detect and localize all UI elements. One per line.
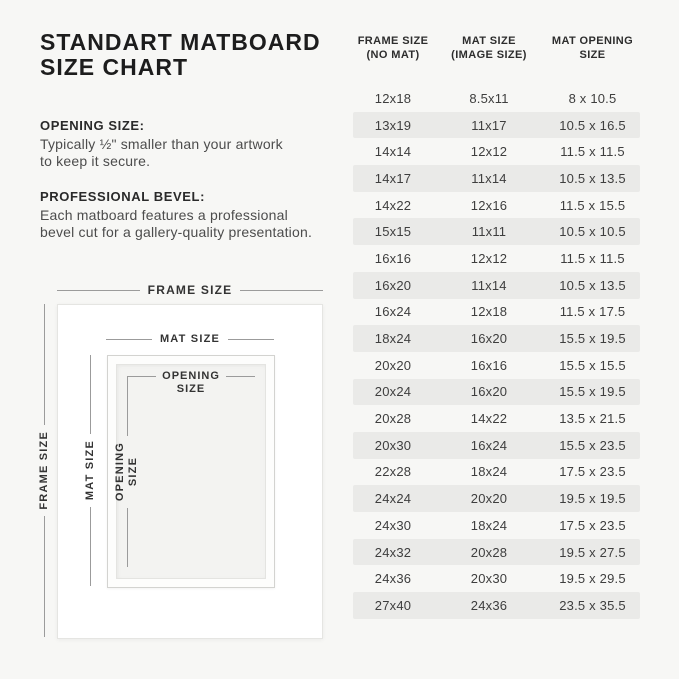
column-header-frame-size-line1: FRAME SIZE (357, 35, 429, 47)
column-header-mat-size-line2: (IMAGE SIZE) (451, 49, 527, 61)
rule-line (57, 290, 140, 291)
table-cell: 19.5 x 27.5 (559, 544, 626, 560)
table-cell: 8 x 10.5 (568, 90, 617, 106)
diagram-opening-size-label-text (162, 370, 220, 396)
table-row (353, 299, 640, 326)
table-row (353, 325, 640, 352)
table-cell: 16x20 (374, 277, 412, 293)
diagram-frame-size-label (57, 283, 323, 297)
page-title-line2: SIZE CHART (40, 54, 188, 80)
table-cell: 16x20 (470, 331, 508, 347)
size-table-rows (353, 85, 640, 619)
column-header-mat-size-line1: MAT SIZE (462, 35, 516, 47)
rule-line (226, 376, 255, 377)
table-cell: 8.5x11 (469, 90, 509, 106)
diagram-opening-size-vertical-label (111, 377, 143, 567)
table-cell: 14x14 (374, 144, 412, 160)
table-cell: 11.5 x 15.5 (559, 197, 626, 213)
table-cell: 14x22 (470, 411, 508, 427)
table-cell: 10.5 x 13.5 (559, 170, 626, 186)
opening-size-body (40, 136, 340, 170)
table-row (353, 379, 640, 406)
table-row (353, 272, 640, 299)
rule-line (90, 355, 91, 434)
table-cell: 11.5 x 17.5 (559, 304, 626, 320)
table-cell: 17.5 x 23.5 (559, 464, 626, 480)
table-cell: 20x24 (374, 384, 412, 400)
table-cell: 16x16 (470, 357, 508, 373)
table-cell: 20x28 (374, 411, 412, 427)
rule-line (90, 507, 91, 586)
table-cell: 27x40 (374, 597, 412, 613)
rule-line (127, 377, 128, 436)
diagram-opening-size-vertical-text (114, 442, 140, 501)
opening-label-line1: OPENING (162, 370, 220, 382)
table-cell: 12x18 (374, 90, 412, 106)
diagram-frame-size-vertical-label (36, 304, 52, 637)
table-cell: 13.5 x 21.5 (559, 411, 626, 427)
table-cell: 12x18 (470, 304, 508, 320)
table-row (353, 245, 640, 272)
table-cell: 24x32 (374, 544, 412, 560)
table-cell: 19.5 x 29.5 (559, 571, 626, 587)
table-cell: 15.5 x 19.5 (559, 384, 626, 400)
opening-size-heading: OPENING SIZE: (40, 118, 145, 133)
table-cell: 20x30 (470, 571, 508, 587)
table-cell: 20x20 (374, 357, 412, 373)
table-cell: 18x24 (374, 331, 412, 347)
column-header-mat-opening-line2: SIZE (579, 49, 606, 61)
table-cell: 11x17 (471, 117, 507, 133)
table-cell: 10.5 x 16.5 (559, 117, 626, 133)
table-cell: 16x16 (374, 250, 412, 266)
column-header-mat-size (433, 34, 545, 62)
table-cell: 10.5 x 10.5 (559, 224, 626, 240)
table-row (353, 85, 640, 112)
professional-bevel-body (40, 207, 340, 241)
rule-line (240, 290, 323, 291)
table-cell: 15x15 (374, 224, 412, 240)
table-cell: 15.5 x 15.5 (559, 357, 626, 373)
professional-bevel-section (40, 189, 340, 241)
table-row (353, 165, 640, 192)
professional-bevel-heading: PROFESSIONAL BEVEL: (40, 189, 206, 204)
diagram-mat-size-label (106, 333, 274, 345)
diagram-frame-size-vertical-text: FRAME SIZE (37, 431, 50, 510)
diagram-frame-size-label-text: FRAME SIZE (147, 283, 233, 297)
diagram-mat-size-vertical-text: MAT SIZE (83, 440, 96, 501)
table-cell: 11.5 x 11.5 (560, 250, 625, 266)
table-row (353, 192, 640, 219)
opening-vertical-line1: OPENING (114, 442, 126, 502)
opening-label-line2: SIZE (176, 383, 206, 395)
professional-bevel-body-line2: bevel cut for a gallery-quality presentation. (40, 224, 313, 240)
table-cell: 22x28 (374, 464, 412, 480)
table-cell: 19.5 x 19.5 (559, 491, 626, 507)
table-row (353, 485, 640, 512)
table-cell: 18x24 (470, 517, 508, 533)
table-cell: 14x22 (374, 197, 412, 213)
size-table-header (353, 34, 640, 62)
table-cell: 16x24 (374, 304, 412, 320)
table-cell: 20x30 (374, 437, 412, 453)
table-cell: 18x24 (470, 464, 508, 480)
table-cell: 12x12 (470, 144, 508, 160)
table-row (353, 512, 640, 539)
table-cell: 24x36 (374, 571, 412, 587)
diagram-mat-size-label-text: MAT SIZE (159, 333, 221, 345)
table-cell: 15.5 x 19.5 (559, 331, 626, 347)
table-cell: 24x30 (374, 517, 412, 533)
table-cell: 11x14 (471, 170, 507, 186)
table-cell: 23.5 x 35.5 (559, 597, 626, 613)
rule-line (106, 339, 152, 340)
table-cell: 24x24 (374, 491, 412, 507)
opening-size-body-line2: to keep it secure. (40, 153, 151, 169)
page-title (40, 30, 350, 80)
table-cell: 17.5 x 23.5 (559, 517, 626, 533)
table-cell: 24x36 (470, 597, 508, 613)
table-cell: 11.5 x 11.5 (560, 144, 625, 160)
table-cell: 16x24 (470, 437, 508, 453)
rule-line (44, 516, 45, 637)
table-row (353, 405, 640, 432)
table-cell: 15.5 x 23.5 (559, 437, 626, 453)
opening-vertical-line2: SIZE (127, 457, 139, 487)
table-row (353, 138, 640, 165)
table-cell: 13x19 (374, 117, 412, 133)
rule-line (127, 508, 128, 567)
table-cell: 11x14 (471, 277, 507, 293)
column-header-mat-opening-line1: MAT OPENING (551, 35, 634, 47)
table-cell: 16x20 (470, 384, 508, 400)
table-row (353, 539, 640, 566)
table-row (353, 218, 640, 245)
table-cell: 20x28 (470, 544, 508, 560)
column-header-frame-size-line2: (NO MAT) (366, 49, 420, 61)
table-row (353, 112, 640, 139)
table-cell: 12x16 (470, 197, 508, 213)
professional-bevel-body-line1: Each matboard features a professional (40, 207, 288, 223)
table-cell: 10.5 x 13.5 (559, 277, 626, 293)
column-header-mat-opening (545, 34, 640, 62)
table-cell: 14x17 (374, 170, 412, 186)
table-row (353, 459, 640, 486)
rule-line (44, 304, 45, 425)
table-cell: 11x11 (471, 224, 507, 240)
diagram-mat-size-vertical-label (82, 355, 98, 586)
opening-size-section (40, 118, 340, 170)
table-cell: 12x12 (470, 250, 508, 266)
opening-size-body-line1: Typically ½" smaller than your artwork (40, 136, 283, 152)
rule-line (228, 339, 274, 340)
table-cell: 20x20 (470, 491, 508, 507)
table-row (353, 592, 640, 619)
table-row (353, 432, 640, 459)
page-title-line1: STANDART MATBOARD (40, 29, 321, 55)
diagram-opening-size-label (127, 370, 255, 396)
table-row (353, 352, 640, 379)
column-header-frame-size (353, 34, 433, 62)
table-row (353, 565, 640, 592)
